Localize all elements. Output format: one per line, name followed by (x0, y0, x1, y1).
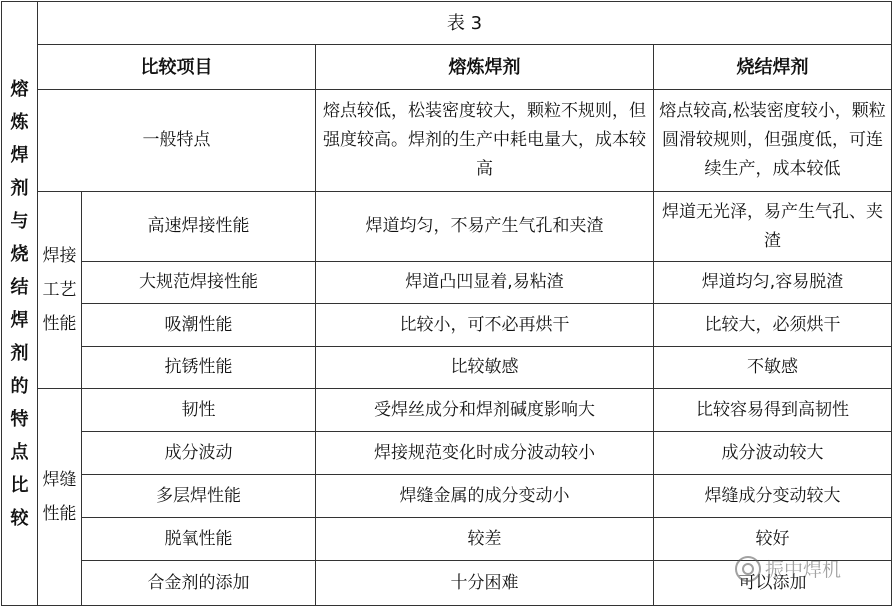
row-item: 合金剂的添加 (82, 561, 316, 606)
table-row (2, 432, 892, 475)
row-sintered: 焊道无光泽，易产生气孔、夹渣 (654, 192, 892, 262)
row-sintered: 焊道均匀,容易脱渣 (654, 262, 892, 304)
row-item: 韧性 (82, 389, 316, 432)
group-label-weld: 焊缝性能 (38, 389, 82, 606)
row-fused: 焊缝金属的成分变动小 (316, 475, 654, 518)
row-fused: 焊道均匀，不易产生气孔和夹渣 (316, 192, 654, 262)
row-item: 多层焊性能 (82, 475, 316, 518)
wechat-logo-icon (735, 556, 761, 582)
row-sintered: 成分波动较大 (654, 432, 892, 475)
row-item: 吸潮性能 (82, 304, 316, 347)
watermark (735, 555, 841, 582)
table-caption: 表 3 (38, 2, 892, 45)
row-sintered: 焊缝成分变动较大 (654, 475, 892, 518)
row-item: 高速焊接性能 (82, 192, 316, 262)
table-row (2, 262, 892, 304)
side-title: 熔炼焊剂与烧结焊剂的特点比较 (2, 2, 38, 606)
row-sintered: 比较大，必须烘干 (654, 304, 892, 347)
row-sintered: 较好 (654, 518, 892, 561)
header-fused-flux: 熔炼焊剂 (316, 45, 654, 90)
comparison-table (1, 1, 892, 606)
row-fused: 比较敏感 (316, 347, 654, 389)
row-item: 大规范焊接性能 (82, 262, 316, 304)
row-fused: 焊接规范变化时成分波动较小 (316, 432, 654, 475)
watermark-text: 振中焊机 (765, 559, 842, 581)
table-row (2, 304, 892, 347)
row-fused: 较差 (316, 518, 654, 561)
row-sintered: 比较容易得到高韧性 (654, 389, 892, 432)
row-item: 成分波动 (82, 432, 316, 475)
table-row (2, 475, 892, 518)
row-item: 抗锈性能 (82, 347, 316, 389)
row-sintered: 可以添加 (654, 561, 892, 606)
general-fused: 熔点较低，松装密度较大，颗粒不规则，但强度较高。焊剂的生产中耗电量大，成本较高 (316, 90, 654, 192)
row-item: 脱氧性能 (82, 518, 316, 561)
table-row (2, 347, 892, 389)
group-label-process: 焊接工艺性能 (38, 192, 82, 389)
header-sintered-flux: 烧结焊剂 (654, 45, 892, 90)
row-fused: 比较小，可不必再烘干 (316, 304, 654, 347)
row-fused: 焊道凸凹显着,易粘渣 (316, 262, 654, 304)
table-row (2, 389, 892, 432)
row-fused: 十分困难 (316, 561, 654, 606)
table-row (2, 192, 892, 262)
row-sintered: 不敏感 (654, 347, 892, 389)
general-sintered: 熔点较高,松装密度较小，颗粒圆滑较规则，但强度低，可连续生产，成本较低 (654, 90, 892, 192)
header-item: 比较项目 (38, 45, 316, 90)
row-fused: 受焊丝成分和焊剂碱度影响大 (316, 389, 654, 432)
general-item: 一般特点 (38, 90, 316, 192)
